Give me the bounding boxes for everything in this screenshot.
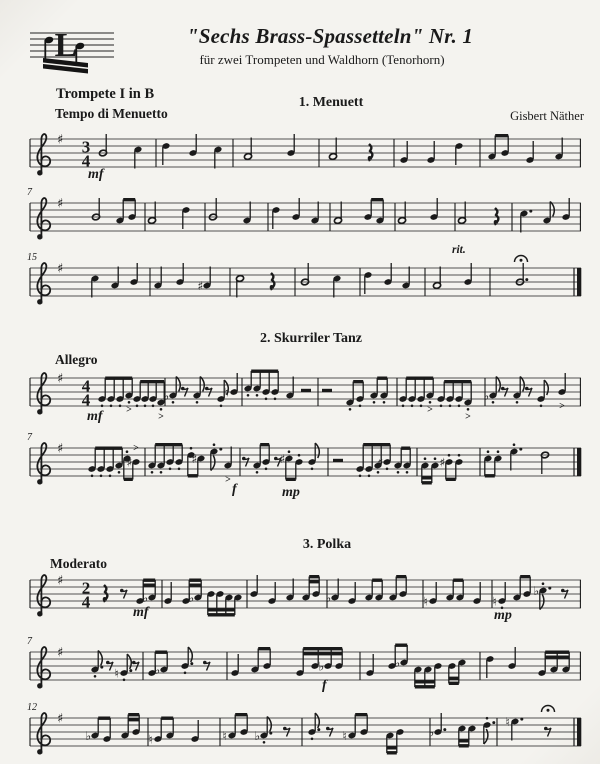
treble-clef	[37, 575, 50, 616]
svg-text:♯: ♯	[57, 132, 64, 148]
svg-text:4: 4	[81, 376, 91, 396]
svg-text:♭: ♭	[154, 663, 161, 677]
movement-1-tempo: Tempo di Menuetto	[55, 106, 168, 121]
svg-text:>: >	[559, 401, 565, 412]
svg-text:♮: ♮	[224, 385, 229, 400]
svg-text:15: 15	[27, 252, 37, 263]
svg-text:♯: ♯	[197, 279, 204, 293]
music-system-6	[30, 574, 581, 624]
svg-text:3: 3	[81, 137, 91, 157]
movement-3-tempo: Moderato	[50, 556, 107, 571]
svg-text:4: 4	[81, 390, 91, 410]
svg-text:mp: mp	[494, 608, 512, 623]
svg-text:♯: ♯	[57, 371, 64, 387]
svg-text:>: >	[427, 404, 433, 416]
treble-clef	[37, 198, 50, 239]
svg-text:♯: ♯	[57, 196, 64, 212]
svg-text:♭: ♭	[142, 591, 149, 605]
music-system-7	[27, 636, 581, 693]
svg-text:7: 7	[27, 187, 32, 198]
treble-clef	[37, 373, 50, 414]
svg-text:♮: ♮	[423, 594, 428, 609]
music-system-1	[30, 133, 581, 183]
music-system-4	[30, 370, 581, 425]
svg-text:♮: ♮	[492, 594, 497, 609]
svg-text:♭: ♭	[163, 389, 170, 403]
svg-text:♮: ♮	[114, 666, 119, 681]
svg-text:♭: ♭	[254, 729, 261, 743]
page-subtitle: für zwei Trompeten und Waldhorn (Tenorhorn)	[199, 52, 445, 67]
svg-text:♯: ♯	[57, 261, 64, 277]
movement-2-title: 2. Skurriler Tanz	[259, 331, 363, 346]
svg-text:>: >	[133, 443, 139, 454]
music-system-3	[27, 244, 581, 305]
svg-text:♭: ♭	[85, 729, 92, 743]
svg-text:♭: ♭	[533, 584, 540, 598]
svg-text:♮: ♮	[505, 715, 510, 729]
svg-text:mf: mf	[133, 605, 149, 620]
svg-text:♯: ♯	[57, 645, 64, 661]
svg-text:♯: ♯	[439, 455, 446, 470]
svg-text:7: 7	[27, 432, 32, 443]
svg-text:4: 4	[81, 592, 91, 612]
svg-text:mp: mp	[282, 485, 300, 500]
treble-clef	[37, 647, 50, 688]
movement-1-title: 1. Menuett	[298, 95, 364, 110]
svg-text:>: >	[158, 411, 164, 423]
svg-text:♭: ♭	[188, 591, 195, 605]
svg-text:>: >	[225, 474, 231, 486]
composer-name: Gisbert Näther	[510, 109, 584, 123]
svg-text:♯: ♯	[57, 441, 64, 457]
logo-letter: L	[54, 27, 78, 64]
svg-text:7: 7	[27, 636, 32, 647]
svg-text:12: 12	[27, 702, 37, 713]
svg-text:♭: ♭	[394, 656, 401, 670]
svg-text:♮: ♮	[222, 729, 227, 743]
movement-3-title: 3. Polka	[302, 537, 352, 552]
svg-text:f: f	[232, 482, 237, 497]
svg-text:♭: ♭	[428, 725, 435, 740]
svg-text:mf: mf	[87, 409, 103, 424]
svg-text:♯: ♯	[57, 573, 64, 589]
svg-text:♭: ♭	[318, 659, 325, 674]
svg-text:mf: mf	[88, 167, 104, 182]
svg-text:♯: ♯	[57, 711, 64, 727]
svg-text:♮: ♮	[148, 732, 153, 747]
treble-clef	[37, 263, 50, 304]
svg-text:♭: ♭	[325, 591, 332, 605]
svg-text:rit.: rit.	[452, 244, 466, 256]
svg-text:f: f	[322, 678, 327, 693]
movement-2-tempo: Allegro	[55, 352, 98, 367]
treble-clef	[37, 443, 50, 484]
treble-clef	[37, 713, 50, 754]
part-label: Trompete I in B	[56, 86, 155, 102]
svg-text:2: 2	[81, 578, 91, 598]
svg-text:♯: ♯	[191, 452, 198, 466]
music-system-2	[27, 187, 581, 240]
svg-text:♭: ♭	[483, 389, 490, 403]
svg-text:♯: ♯	[377, 455, 384, 470]
svg-text:4: 4	[81, 151, 91, 171]
svg-text:♯: ♯	[126, 455, 133, 470]
music-system-8	[27, 702, 581, 755]
page-title: "Sechs Brass-Spassetteln" Nr. 1	[186, 24, 474, 48]
svg-text:♯: ♯	[279, 452, 286, 466]
treble-clef	[37, 134, 50, 175]
svg-text:♮: ♮	[342, 729, 347, 743]
svg-text:>: >	[465, 411, 471, 423]
music-system-5	[27, 432, 581, 500]
svg-text:>: >	[126, 404, 132, 416]
